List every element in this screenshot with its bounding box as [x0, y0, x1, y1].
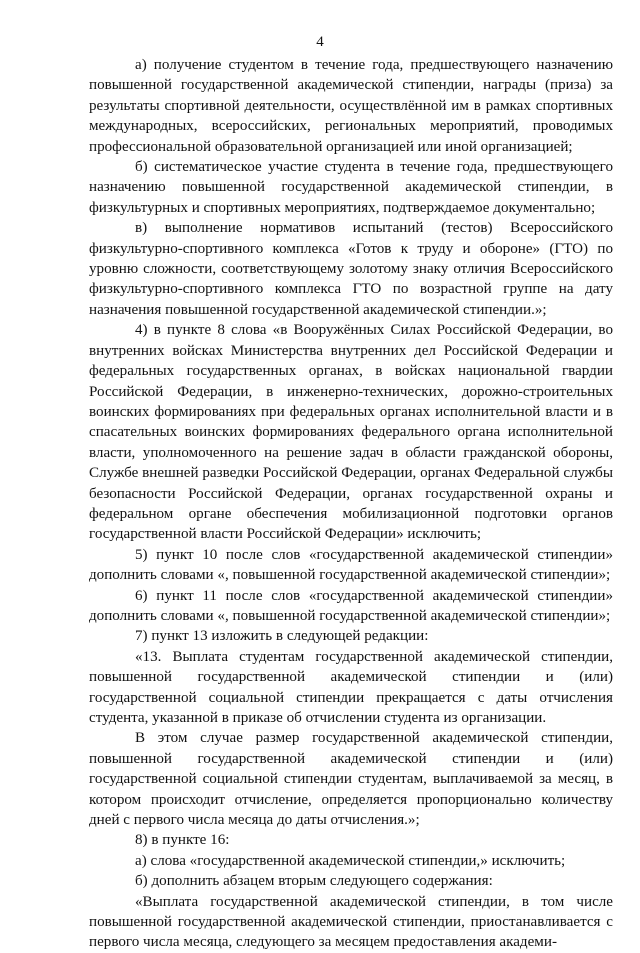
document-body	[89, 55, 613, 953]
paragraph-item-8: 8) в пункте 16:	[135, 832, 230, 849]
page-number: 4	[316, 34, 324, 50]
paragraph-item-13-quote: «13. Выплата студентам государственной академической стипендии, повышенной государственной академической стипендии и (или) государственной социальной стипендии прекращается с даты отчисления студента, указанной в приказе об отчислении студента из организации.	[89, 648, 613, 726]
paragraph-item-8-b: б) дополнить абзацем вторым следующего содержания:	[135, 873, 493, 890]
paragraph-item-16-quote: «Выплата государственной академической стипендии, в том числе повышенной государственной академической стипендии, приостанавливается с первого числа месяца, следующего за месяцем предоставления академи-	[89, 893, 613, 951]
paragraph-item-13-second: В этом случае размер государственной академической стипендии, повышенной государственной академической стипендии и (или) государственной социальной стипендии студентам, выплачиваемой за месяц, в котором происходит отчисление, определяется пропорционально количеству дней с первого числа месяца до даты отчисления.»;	[89, 730, 613, 829]
paragraph-item-7: 7) пункт 13 изложить в следующей редакции:	[135, 628, 429, 645]
paragraph-item-4: 4) в пункте 8 слова «в Вооружённых Силах Российской Федерации, во внутренних войсках Министерства внутренних дел Российской Федерации и федеральных государственных органах, в войсках национальной гвардии Российской Федерации, в инженерно-технических, дорожно-строительных воинских формированиях при федеральных органах исполнительной власти и в спасательных воинских формированиях федерального органа исполнительной власти, уполномоченного на решение задач в области гражданской обороны, Службе внешней разведки Российской Федерации, органах Федеральной службы безопасности Российской Федерации, органах государственной охраны и федеральном органе обеспечения мобилизационной подготовки органов государственной власти Российской Федерации» исключить;	[89, 322, 613, 543]
paragraph-item-5: 5) пункт 10 после слов «государственной академической стипендии» дополнить словами «, повышенной государственной академической стипендии»;	[89, 546, 613, 584]
paragraph-item-6: 6) пункт 11 после слов «государственной академической стипендии» дополнить словами «, повышенной государственной академической стипендии»;	[89, 587, 613, 624]
paragraph-v-gto: в) выполнение нормативов испытаний (тестов) Всероссийского физкультурно-спортивного комплекса «Готов к труду и обороне» (ГТО) по уровню сложности, соответствующему золотому знаку отличия Всероссийского физкультурно-спортивного комплекса ГТО по возрастной группе на дату назначения повышенной государственной академической стипендии.»;	[89, 220, 613, 318]
paragraph-a-award: а) получение студентом в течение года, предшествующего назначению повышенной государственной академической стипендии, награды (приза) за результаты спортивной деятельности, осуществлённой им в рамках спортивных международных, всероссийских, региональных мероприятий, проводимых профессиональной образовательной организацией или иной организацией;	[89, 57, 613, 155]
paragraph-item-8-a: а) слова «государственной академической стипендии,» исключить;	[135, 852, 566, 869]
paragraph-b-participation: б) систематическое участие студента в течение года, предшествующего назначению повышенной государственной академической стипендии, в физкультурных и спортивных мероприятиях, подтверждаемое документально;	[89, 159, 613, 216]
